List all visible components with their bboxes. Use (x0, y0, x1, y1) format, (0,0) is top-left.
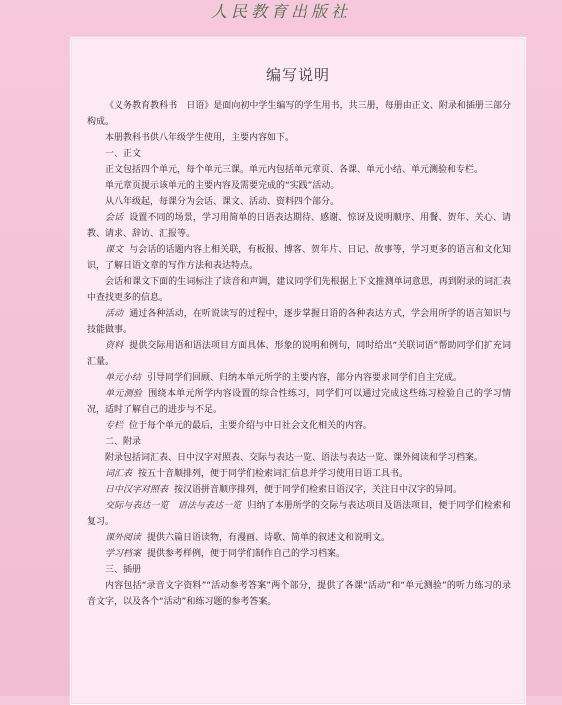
page-title: 编写说明 (265, 66, 330, 84)
paragraph-text: 会话和课文下面的生词标注了读音和声调，建议同学们先根据上下文推测单词意思，再到附录的词汇表中查找更多的信息。 (87, 277, 511, 303)
paragraph-text: 按五十音顺排列，便于同学们检索词汇信息并学习使用日语工具书。 (138, 469, 409, 479)
document-page (70, 37, 526, 705)
paragraph-term: 单元测验 (105, 389, 143, 399)
paragraph-text: 三、插册 (105, 565, 142, 575)
document-body (87, 98, 511, 610)
section-heading (87, 562, 511, 578)
paragraph-text: 通过各种活动，在听说读写的过程中，逐步掌握日语的各种表达方式，学会用所学的语言知识与技能做事。 (87, 309, 511, 335)
paragraph-term: 课外阅读 (105, 533, 142, 543)
paragraph-text: 一、正文 (105, 149, 142, 159)
paragraph-text: 《义务教育教科书 日语》是面向初中学生编写的学生用书，共三册，每册由正文、附录和插册三部分构成。 (87, 101, 511, 127)
paragraph-term: 学习档案 (105, 549, 142, 559)
paragraph (87, 546, 511, 562)
paragraph-text: 附录包括词汇表、日中汉字对照表、交际与表达一览、语法与表达一览、课外阅读和学习档案。 (105, 453, 484, 463)
paragraph (87, 162, 511, 178)
paragraph-text: 引导同学们回顾、归纳本单元所学的主要内容，部分内容要求同学们自主完成。 (147, 373, 463, 383)
paragraph-term: 课文 (105, 245, 124, 255)
paragraph-text: 从八年级起，每课分为会话、课文、活动、资料四个部分。 (105, 197, 340, 207)
paragraph-text: 位于每个单元的最后，主要介绍与中日社会文化相关的内容。 (129, 421, 373, 431)
paragraph (87, 418, 511, 434)
paragraph (87, 178, 511, 194)
paragraph-term: 活动 (105, 309, 124, 319)
section-heading (87, 146, 511, 162)
paragraph (87, 210, 511, 242)
paragraph-term: 交际与表达一览 语法与表达一览 (105, 501, 242, 511)
paragraph-text: 按汉语拼音顺序排列，便于同学们检索日语汉字，关注日中汉字的异同。 (174, 485, 463, 495)
paragraph-text: 正文包括四个单元，每个单元三课。单元内包括单元章页、各课、单元小结、单元测验和专栏。 (105, 165, 484, 175)
paragraph-term: 专栏 (105, 421, 124, 431)
paragraph (87, 482, 511, 498)
paragraph-term: 日中汉字对照表 (105, 485, 169, 495)
paragraph-text: 单元章页提示该单元的主要内容及需要完成的“实践”活动。 (105, 181, 340, 191)
paragraph-text: 提供交际用语和语法项目方面具体、形象的说明和例句，同时给出“关联词语”帮助同学们扩充词汇量。 (87, 341, 511, 367)
paragraph (87, 466, 511, 482)
paragraph-text: 提供参考样例，便于同学们制作自己的学习档案。 (147, 549, 346, 559)
paragraph-term: 单元小结 (105, 373, 142, 383)
paragraph-term: 词汇表 (105, 469, 133, 479)
paragraph-text: 本册教科书供八年级学生使用，主要内容如下。 (105, 133, 295, 143)
paragraph-text: 内容包括“录音文字资料”“活动参考答案”两个部分，提供了各课“活动”和“单元测验”的听力练习的录音文字，以及各个“活动”和练习题的参考答案。 (87, 581, 511, 607)
paragraph (87, 274, 511, 306)
publisher-logo: 人民教育出版社 (210, 2, 351, 21)
section-heading (87, 434, 511, 450)
paragraph-term: 资料 (105, 341, 124, 351)
paragraph (87, 338, 511, 370)
paragraph (87, 578, 511, 610)
paragraph-text: 设置不同的场景，学习用简单的日语表达期待、感谢、惊讶及说明顺序、用餐、贺年、关心、请教、请求、辞访、汇报等。 (87, 213, 511, 239)
paragraph (87, 194, 511, 210)
paragraph (87, 370, 511, 386)
paragraph-text: 围绕本单元所学内容设置的综合性练习，同学们可以通过完成这些练习检验自己的学习情况，适时了解自己的进步与不足。 (87, 389, 511, 415)
paragraph-text: 归纳了本册所学的交际与表达项目及语法项目，便于同学们检索和复习。 (87, 501, 511, 527)
paragraph (87, 306, 511, 338)
paragraph-text: 提供六篇日语读物，有漫画、诗歌、简单的叙述文和说明文。 (147, 533, 391, 543)
paragraph (87, 242, 511, 274)
paragraph-text: 二、附录 (105, 437, 142, 447)
paragraph (87, 498, 511, 530)
paragraph-text: 与会话的话题内容上相关联，有板报、博客、贺年片、日记、故事等，学习更多的语言和文化知识，了解日语文章的写作方法和表达特点。 (87, 245, 511, 271)
paragraph (87, 98, 511, 130)
paragraph-term: 会话 (105, 213, 124, 223)
paragraph (87, 386, 511, 418)
paragraph (87, 530, 511, 546)
paragraph (87, 450, 511, 466)
paragraph (87, 130, 511, 146)
